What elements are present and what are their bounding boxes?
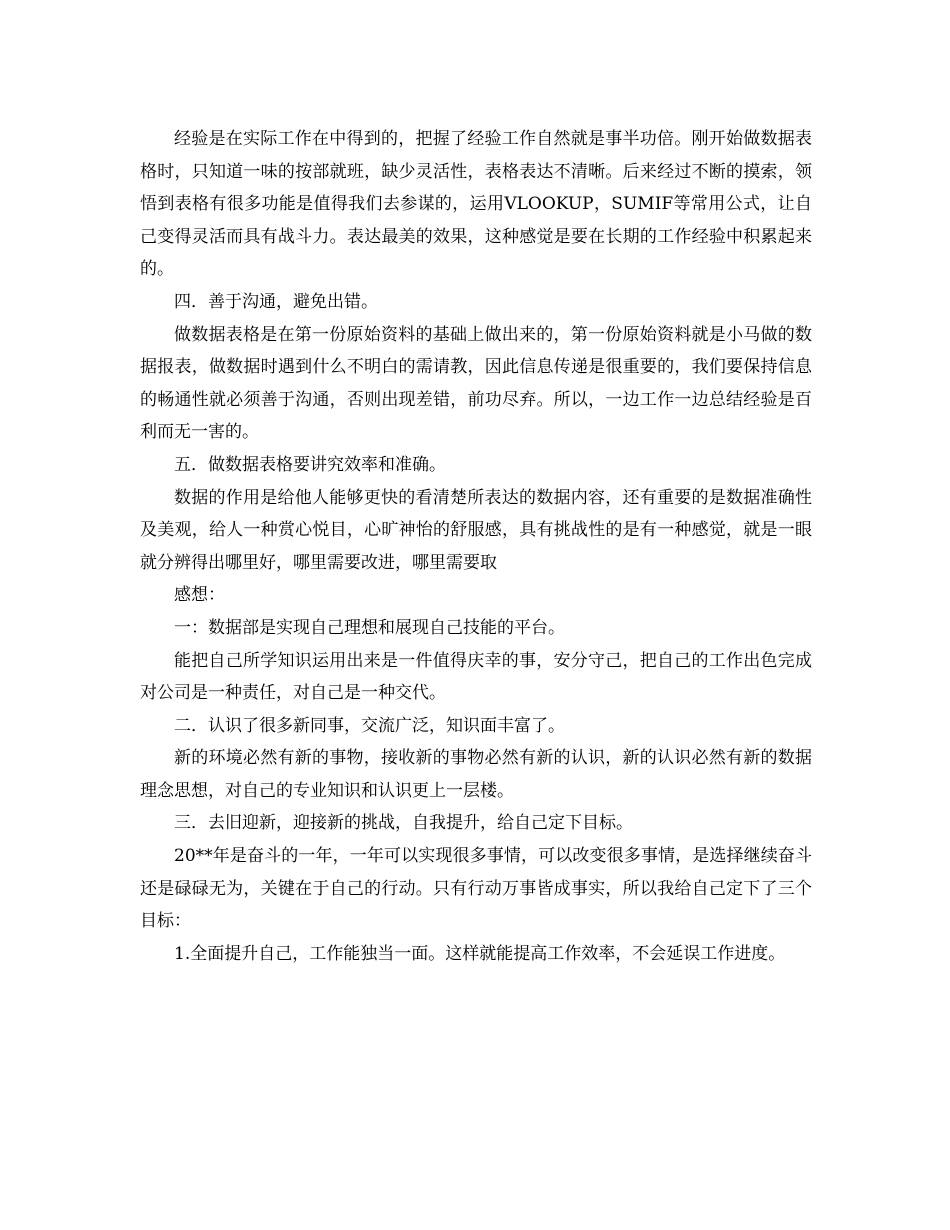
heading-goals: 三．去旧迎新，迎接新的挑战，自我提升，给自己定下目标。 [174,813,633,834]
heading-platform: 一：数据部是实现自己理想和展现自己技能的平台。 [174,617,565,638]
list-item-goal-1: 1.全面提升自己，工作能独当一面。这样就能提高工作效率，不会延误工作进度。 [174,943,786,964]
paragraph-communication: 做数据表格是在第一份原始资料的基础上做出来的，第一份原始资料就是小马做的数据报表，做数据时遇到什么不明白的需请教，因此信息传递是很重要的，我们要保持信息的畅通性就必须善于沟通，否则出现差错，前功尽弃。所以，一边工作一边总结经验是百利而无一害的。 [140,324,812,443]
paragraph-experience: 经验是在实际工作在中得到的，把握了经验工作自然就是事半功倍。刚开始做数据表格时，只知道一味的按部就班，缺少灵活性，表格表达不清晰。后来经过不断的摸索，领悟到表格有很多功能是值得我们去参谋的，运用VLOOKUP，SUMIF等常用公式，让自己变得灵活而具有战斗力。表达最美的效果，这种感觉是要在长期的工作经验中积累起来的。 [140,129,812,280]
paragraph-colleagues: 新的环境必然有新的事物，接收新的事物必然有新的认识，新的认识必然有新的数据理念思想，对自己的专业知识和认识更上一层楼。 [140,748,812,801]
heading-reflections: 感想： [174,585,225,606]
paragraph-platform: 能把自己所学知识运用出来是一件值得庆幸的事，安分守己，把自己的工作出色完成对公司是一种责任，对自己是一种交代。 [140,650,812,704]
paragraph-goals: 20**年是奋斗的一年，一年可以实现很多事情，可以改变很多事情，是选择继续奋斗还是碌碌无为，关键在于自己的行动。只有行动万事皆成事实，所以我给自己定下了三个目标： [140,846,812,932]
heading-efficiency: 五．做数据表格要讲究效率和准确。 [174,454,446,475]
document-page [140,123,812,970]
heading-colleagues: 二．认识了很多新同事，交流广泛，知识面丰富了。 [174,715,565,736]
paragraph-efficiency: 数据的作用是给他人能够更快的看清楚所表达的数据内容，还有重要的是数据准确性及美观，给人一种赏心悦目，心旷神怡的舒服感，具有挑战性的是有一种感觉，就是一眼就分辨得出哪里好，哪里需要改进，哪里需要取 [140,487,812,573]
heading-communication: 四．善于沟通，避免出错。 [174,291,378,312]
